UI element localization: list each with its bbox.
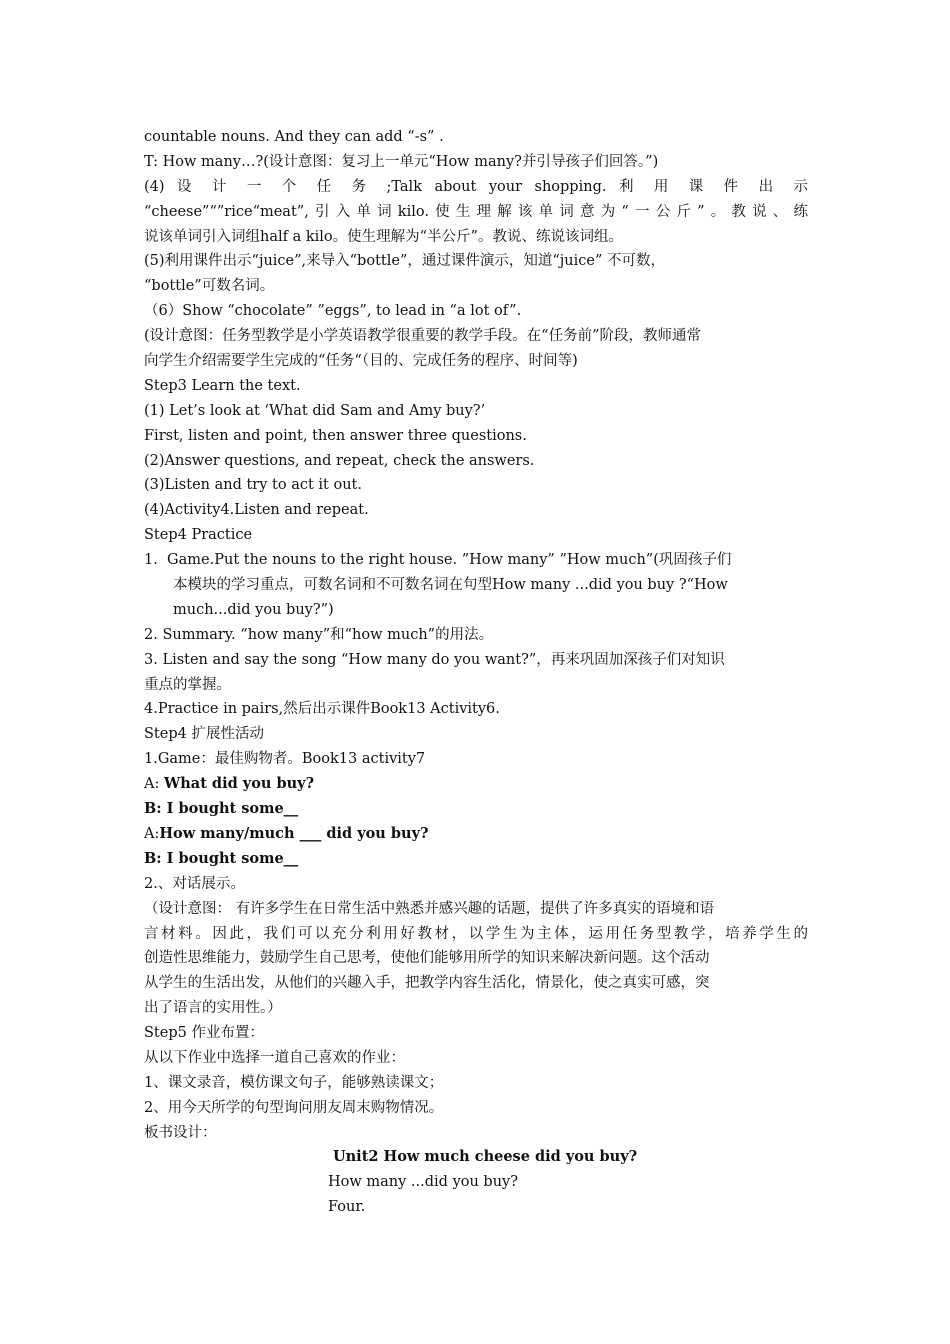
list-item-continuation: much...did you buy?”) (173, 601, 334, 618)
text-line: 2.、对话展示。 (144, 875, 245, 892)
dialog-text: I bought some__ (166, 849, 299, 867)
text-line: （6）Show “chocolate” ”eggs”, to lead in “a lot of”. (144, 303, 522, 320)
dialog-line (144, 797, 808, 822)
speaker-label: A: (144, 825, 160, 842)
text-line: “cheese”“”rice“meat”,引入单词kilo.使生理解该单词意为“一公斤”。教说、练 (144, 203, 808, 220)
text-line: 重点的掌握。 (144, 676, 231, 693)
list-item: 1. Game.Put the nouns to the right house. ”How many” ”How much”(巩固孩子们 (144, 552, 732, 569)
section-heading: Step5 作业布置： (144, 1025, 264, 1042)
section-heading: Step4 Practice (144, 527, 253, 544)
list-item: 2、用今天所学的句型询问朋友周末购物情况。 (144, 1099, 444, 1116)
board-line: Four. (328, 1198, 366, 1215)
board-design (0, 1145, 950, 1220)
text-line: 创造性思维能力，鼓励学生自己思考，使他们能够用所学的知识来解决新问题。这个活动 (144, 950, 710, 967)
text-line: (4)Activity4.Listen and repeat. (144, 502, 369, 519)
text-line: (设计意图：任务型教学是小学英语教学很重要的教学手段。在“任务前”阶段，教师通常 (144, 328, 701, 345)
text-line: countable nouns. And they can add “-s” . (144, 129, 444, 145)
text-line: “bottle”可数名词。 (144, 278, 275, 295)
text-line: 出了语言的实用性。） (144, 1000, 282, 1017)
text-line: (1) Let’s look at ‘What did Sam and Amy buy?’ (144, 402, 486, 419)
text-line: 向学生介绍需要学生完成的“任务“（目的、完成任务的程序、时间等) (144, 353, 578, 370)
text-line: 1.Game：最佳购物者。Book13 activity7 (144, 751, 426, 768)
text-line: (3)Listen and try to act it out. (144, 477, 362, 494)
board-line: How many ...did you buy? (328, 1173, 519, 1190)
text-line: 从学生的生活出发，从他们的兴趣入手，把教学内容生活化，情景化，使之真实可感，突 (144, 975, 710, 992)
text-line: (5)利用课件出示“juice”,来导入“bottle”，通过课件演示，知道“juice” 不可数， (144, 253, 665, 270)
section-heading: Step4 扩展性活动 (144, 726, 264, 743)
speaker-label: A: (144, 776, 164, 793)
dialog-text: I bought some__ (166, 800, 299, 818)
text-line: First, listen and point, then answer three questions. (144, 427, 527, 444)
text-line: (2)Answer questions, and repeat, check the answers. (144, 452, 535, 469)
board-title: Unit2 How much cheese did you buy? (333, 1148, 638, 1165)
text-line: 言材料。因此，我们可以充分利用好教材，以学生为主体，运用任务型教学，培养学生的 (144, 925, 808, 942)
list-item: 3. Listen and say the song “How many do you want?”，再来巩固加深孩子们对知识 (144, 651, 725, 668)
text-line: T: How many…?(设计意图：复习上一单元“How many?并引导孩子们回答。”) (144, 153, 659, 170)
text-line: (4) 设 计 一 个 任 务 ;Talk about your shopping. 利 用 课 件 出 示 (144, 178, 808, 195)
document-body (144, 125, 808, 1146)
list-item: 2. Summary. “how many”和“how much”的用法。 (144, 626, 494, 643)
list-item: 4.Practice in pairs,然后出示课件Book13 Activity6. (144, 701, 500, 718)
text-line: 说该单词引入词组half a kilo。使生理解为“半公斤”。教说、练说该词组。 (144, 228, 623, 245)
list-item: 1、课文录音，模仿课文句子，能够熟读课文； (144, 1074, 444, 1091)
text-line: （设计意图： 有许多学生在日常生活中熟悉并感兴趣的话题，提供了许多真实的语境和语 (144, 900, 715, 917)
speaker-label: B: (144, 800, 167, 818)
dialog-text: How many/much ___ did you buy? (159, 824, 429, 842)
speaker-label: B: (144, 849, 167, 867)
list-item-continuation: 本模块的学习重点，可数名词和不可数名词在句型How many ...did you buy ?“How (173, 577, 728, 594)
dialog-line (144, 822, 808, 847)
section-heading: Step3 Learn the text. (144, 377, 301, 394)
dialog-line (144, 772, 808, 797)
section-heading: 板书设计： (144, 1124, 217, 1141)
text-line: 从以下作业中选择一道自己喜欢的作业： (144, 1049, 405, 1066)
dialog-line (144, 847, 808, 872)
dialog-text: What did you buy? (163, 775, 315, 793)
